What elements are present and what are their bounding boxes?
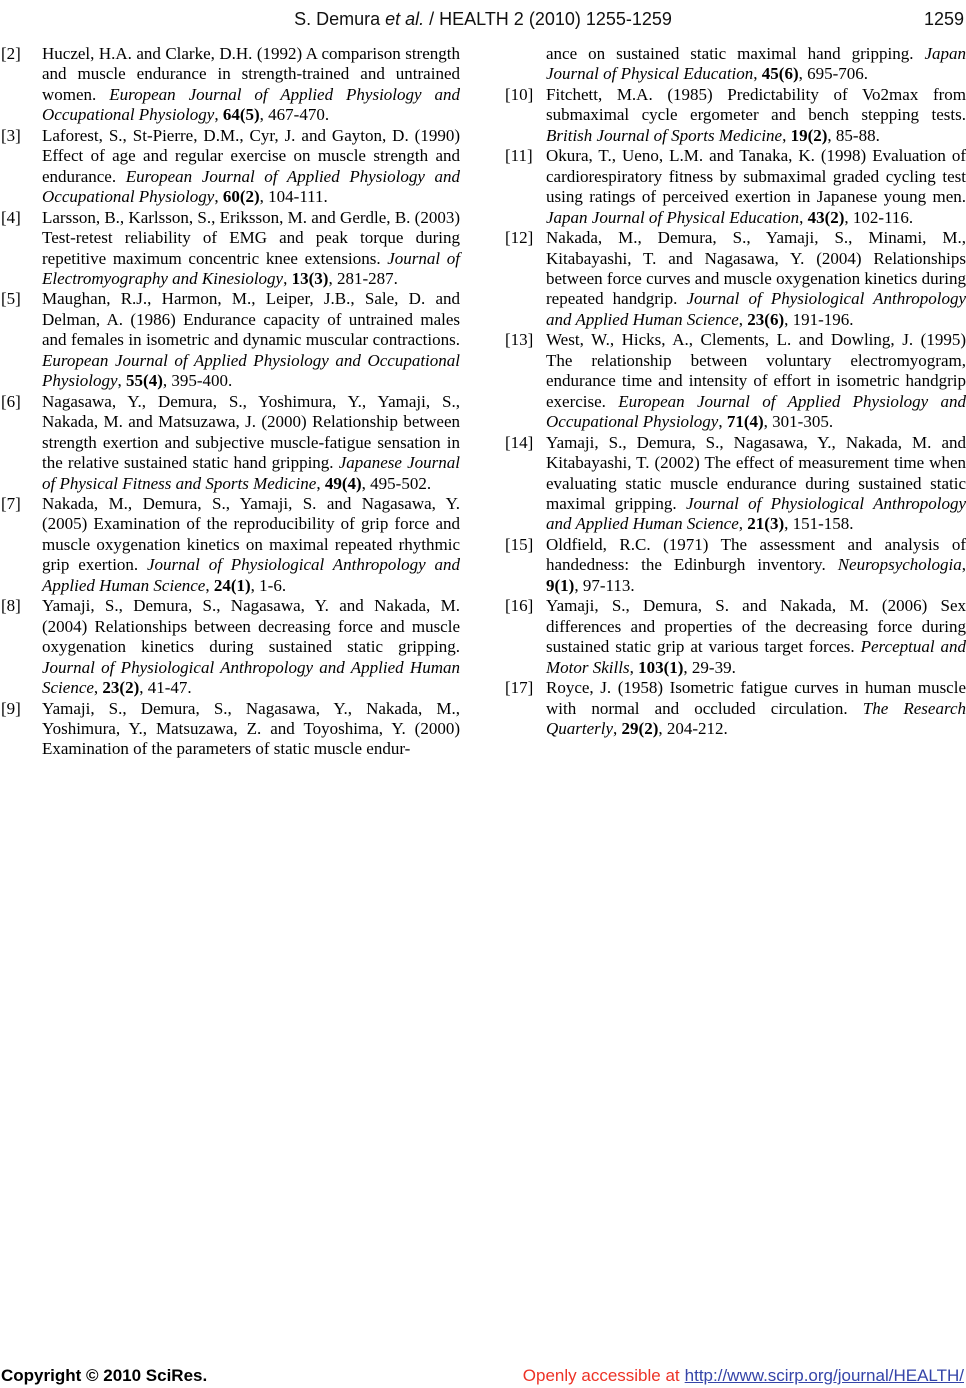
text-run: Journal of Physiological Anthropology and Applied Human Science xyxy=(42,555,460,595)
reference-item xyxy=(1,126,460,208)
text-run: Journal of Electromyography and Kinesiology xyxy=(42,248,461,288)
reference-label: [3] xyxy=(1,125,21,145)
reference-item xyxy=(1,596,460,698)
reference-text xyxy=(546,146,966,226)
text-run: Huczel, H.A. and Clarke, D.H. (1992) A comparison strength and muscle endurance in strength-trained and untrained women. xyxy=(42,44,460,104)
text-run: S. Demura xyxy=(294,9,386,29)
reference-text xyxy=(42,289,460,390)
reference-label: [16] xyxy=(505,596,534,616)
text-run: Yamaji, S., Demura, S., Nagasawa, Y., Nakada, M. and Kitabayashi, T. (2002) The effect of measurement time when evaluating static muscle endurance during sustained static maximal gripping. xyxy=(546,432,966,513)
reference-text xyxy=(42,596,460,697)
text-run: European Journal of Applied Physiology and Occupational Physiology xyxy=(42,166,461,207)
text-run: / HEALTH 2 (2010) 1255-1259 xyxy=(424,9,672,29)
text-run: 103(1) xyxy=(638,657,684,677)
text-run: 64(5) xyxy=(222,105,260,125)
reference-item xyxy=(505,596,966,678)
text-run: , 281-287. xyxy=(328,268,398,288)
text-run: , xyxy=(718,412,727,432)
text-run: 60(2) xyxy=(222,187,260,207)
reference-item xyxy=(505,678,966,739)
text-run: , xyxy=(961,555,966,575)
reference-item xyxy=(1,699,460,760)
text-run: , 85-88. xyxy=(827,125,880,145)
text-run: , 102-116. xyxy=(844,207,914,227)
footer-access-area xyxy=(523,1366,964,1386)
text-run: 9(1) xyxy=(546,575,575,595)
text-run: 23(6) xyxy=(747,309,785,329)
text-run: 45(6) xyxy=(761,64,799,84)
text-run: , xyxy=(753,64,762,84)
text-run: , 191-196. xyxy=(784,309,854,329)
text-run: European Journal of Applied Physiology and Occupational Physiology xyxy=(546,391,966,432)
reference-text xyxy=(42,44,460,124)
text-run: , 301-305. xyxy=(763,412,834,432)
text-run: Laforest, S., St-Pierre, D.M., Cyr, J. and Gayton, D. (1990) Effect of age and regular exercise on muscle strength and endurance. xyxy=(42,125,460,186)
reference-item xyxy=(1,494,460,596)
reference-text xyxy=(546,678,966,738)
text-run: , 151-158. xyxy=(784,514,854,534)
reference-continuation xyxy=(505,44,966,85)
reference-label: [15] xyxy=(505,534,534,554)
reference-text xyxy=(546,85,966,145)
text-run: Japan Journal of Physical Education xyxy=(546,44,966,84)
text-run: , xyxy=(782,125,791,145)
text-run: , 41-47. xyxy=(139,678,192,698)
reference-text xyxy=(42,494,460,595)
reference-item xyxy=(505,146,966,228)
text-run: ance on sustained static maximal hand gripping. xyxy=(546,44,925,63)
text-run: Perceptual and Motor Skills xyxy=(546,637,966,677)
text-run: , xyxy=(117,371,127,391)
text-run: Fitchett, M.A. (1985) Predictability of Vo2max from submaximal cycle ergometer and bench stepping tests. xyxy=(546,84,966,125)
text-run: 55(4) xyxy=(126,371,163,391)
text-run: Japanese Journal of Physical Fitness and Sports Medicine xyxy=(42,453,460,493)
text-run: 13(3) xyxy=(291,268,329,288)
text-run: , xyxy=(629,657,639,677)
references-section xyxy=(1,44,966,760)
text-run: Nakada, M., Demura, S., Yamaji, S. and Nagasawa, Y. (2005) Examination of the reproducibility of grip force and muscle oxygenation kinetics on maximal repeated rhythmic grip exertion. xyxy=(42,493,460,575)
reference-item xyxy=(505,535,966,596)
text-run: 29(2) xyxy=(621,718,659,738)
text-run: 23(2) xyxy=(102,678,140,698)
text-run: Journal of Physiological Anthropology and Applied Human Science xyxy=(42,657,460,698)
copyright-notice: Copyright © 2010 SciRes. xyxy=(1,1366,208,1385)
text-run: The Research Quarterly xyxy=(546,698,966,738)
journal-link[interactable]: http://www.scirp.org/journal/HEALTH/ xyxy=(684,1366,964,1385)
text-run: 43(2) xyxy=(807,207,845,227)
reference-text xyxy=(42,392,460,493)
reference-text xyxy=(42,208,460,288)
running-head xyxy=(0,6,966,32)
text-run: Nakada, M., Demura, S., Yamaji, S., Minami, M., Kitabayashi, T. and Nagasawa, Y. (2004) Relationships between force curves and muscle oxygenation kinetics during repeated handgrip. xyxy=(546,228,966,309)
reference-label: [13] xyxy=(505,330,534,350)
reference-label: [8] xyxy=(1,596,21,616)
text-run: , 204-212. xyxy=(658,718,728,738)
text-run: , xyxy=(214,187,223,207)
text-run: European Journal of Applied Physiology and Occupational Physiology xyxy=(42,84,460,125)
text-run: Japan Journal of Physical Education xyxy=(546,207,800,227)
reference-text xyxy=(546,228,966,329)
reference-text xyxy=(546,433,966,534)
text-run: , xyxy=(93,678,103,698)
text-run: , xyxy=(738,514,748,534)
text-run: , 97-113. xyxy=(574,575,635,595)
text-run: , 495-502. xyxy=(361,473,432,493)
reference-label: [14] xyxy=(505,432,534,452)
reference-text xyxy=(546,44,966,83)
text-run: 24(1) xyxy=(213,575,251,595)
reference-label: [10] xyxy=(505,84,534,104)
text-run: British Journal of Sports Medicine xyxy=(546,125,783,145)
text-run: Yamaji, S., Demura, S., Nagasawa, Y. and Nakada, M. (2004) Relationships between decreasing force and muscle oxygenation kinetics during sustained static gripping. xyxy=(42,596,460,657)
reference-item xyxy=(1,289,460,391)
text-run: , xyxy=(613,718,622,738)
text-run: Yamaji, S., Demura, S. and Nakada, M. (2006) Sex differences and properties of the decreasing force during sustained static grip at various target forces. xyxy=(546,596,966,657)
reference-label: [2] xyxy=(1,44,21,63)
page-number: 1259 xyxy=(923,9,964,29)
text-run: 19(2) xyxy=(790,125,828,145)
text-run: , xyxy=(799,207,808,227)
text-run: , 695-706. xyxy=(798,64,869,84)
reference-label: [17] xyxy=(505,678,534,698)
reference-item xyxy=(1,208,460,290)
text-run: West, W., Hicks, A., Clements, L. and Dowling, J. (1995) The relationship between voluntary electromyogram, endurance time and intensity of effort in isometric handgrip exercise. xyxy=(546,330,966,411)
page-footer xyxy=(1,1366,964,1386)
reference-label: [4] xyxy=(1,207,21,227)
text-run: Neuropsychologia xyxy=(837,555,962,575)
text-run: Larsson, B., Karlsson, S., Eriksson, M. and Gerdle, B. (2003) Test-retest reliability of EMG and peak torque during repetitive maximum concentric knee extensions. xyxy=(42,207,460,268)
text-run: , xyxy=(283,268,292,288)
text-run: Okura, T., Ueno, L.M. and Tanaka, K. (1998) Evaluation of cardiorespiratory fitness by submaximal graded cycling test using ratings of perceived exertion in Japanese young men. xyxy=(546,146,966,207)
text-run: , xyxy=(316,473,325,493)
reference-text xyxy=(42,126,460,206)
text-run: , 29-39. xyxy=(683,657,736,677)
text-run: 21(3) xyxy=(747,514,785,534)
reference-text xyxy=(546,330,966,431)
access-statement: Openly accessible at xyxy=(522,1366,680,1385)
text-run: Maughan, R.J., Harmon, M., Leiper, J.B., Sale, D. and Delman, A. (1986) Endurance capacity of untrained males and females in isometric and dynamic muscular contractions. xyxy=(42,289,460,350)
reference-item xyxy=(505,85,966,146)
reference-label: [9] xyxy=(1,698,21,718)
reference-label: [12] xyxy=(505,228,534,248)
text-run: Nagasawa, Y., Demura, S., Yoshimura, Y., Yamaji, S., Nakada, M. and Matsuzawa, J. (2000) Relationship between strength exertion and subjective muscle-fatigue sensation in the relative sustained static hand gripping. xyxy=(42,391,460,473)
text-run: 71(4) xyxy=(726,412,764,432)
references-column-right xyxy=(505,44,966,760)
reference-item xyxy=(505,330,966,432)
text-run: Journal of Physiological Anthropology and Applied Human Science xyxy=(546,493,966,534)
reference-text xyxy=(42,699,460,759)
reference-label: [6] xyxy=(1,391,21,411)
reference-label: [5] xyxy=(1,289,21,309)
text-run: , 467-470. xyxy=(259,105,330,125)
text-run: , 1-6. xyxy=(250,575,287,595)
text-run: , xyxy=(214,105,223,125)
text-run: Oldfield, R.C. (1971) The assessment and analysis of handedness: the Edinburgh inventory. xyxy=(546,534,966,575)
reference-item xyxy=(505,228,966,330)
text-run: , 395-400. xyxy=(162,371,233,391)
text-run: Yamaji, S., Demura, S., Nagasawa, Y., Nakada, M., Yoshimura, Y., Matsuzawa, Z. and Toyoshima, Y. (2000) Examination of the parameters of static muscle endur- xyxy=(42,698,460,759)
text-run: , xyxy=(738,309,748,329)
reference-item xyxy=(1,392,460,494)
text-run: Royce, J. (1958) Isometric fatigue curves in human muscle with normal and occluded circulation. xyxy=(546,678,966,718)
reference-label: [7] xyxy=(1,493,21,513)
text-run: Journal of Physiological Anthropology and Applied Human Science xyxy=(546,289,966,329)
reference-text xyxy=(546,535,966,595)
text-run: , xyxy=(205,575,214,595)
reference-item xyxy=(1,44,460,126)
references-column-left xyxy=(1,44,460,760)
text-run: 49(4) xyxy=(324,473,362,493)
reference-item xyxy=(505,433,966,535)
text-run: , 104-111. xyxy=(259,187,328,207)
reference-text xyxy=(546,596,966,676)
page-header xyxy=(0,6,966,32)
reference-label: [11] xyxy=(505,146,533,166)
text-run: et al. xyxy=(385,9,425,29)
text-run: European Journal of Applied Physiology and Occupational Physiology xyxy=(42,350,460,391)
